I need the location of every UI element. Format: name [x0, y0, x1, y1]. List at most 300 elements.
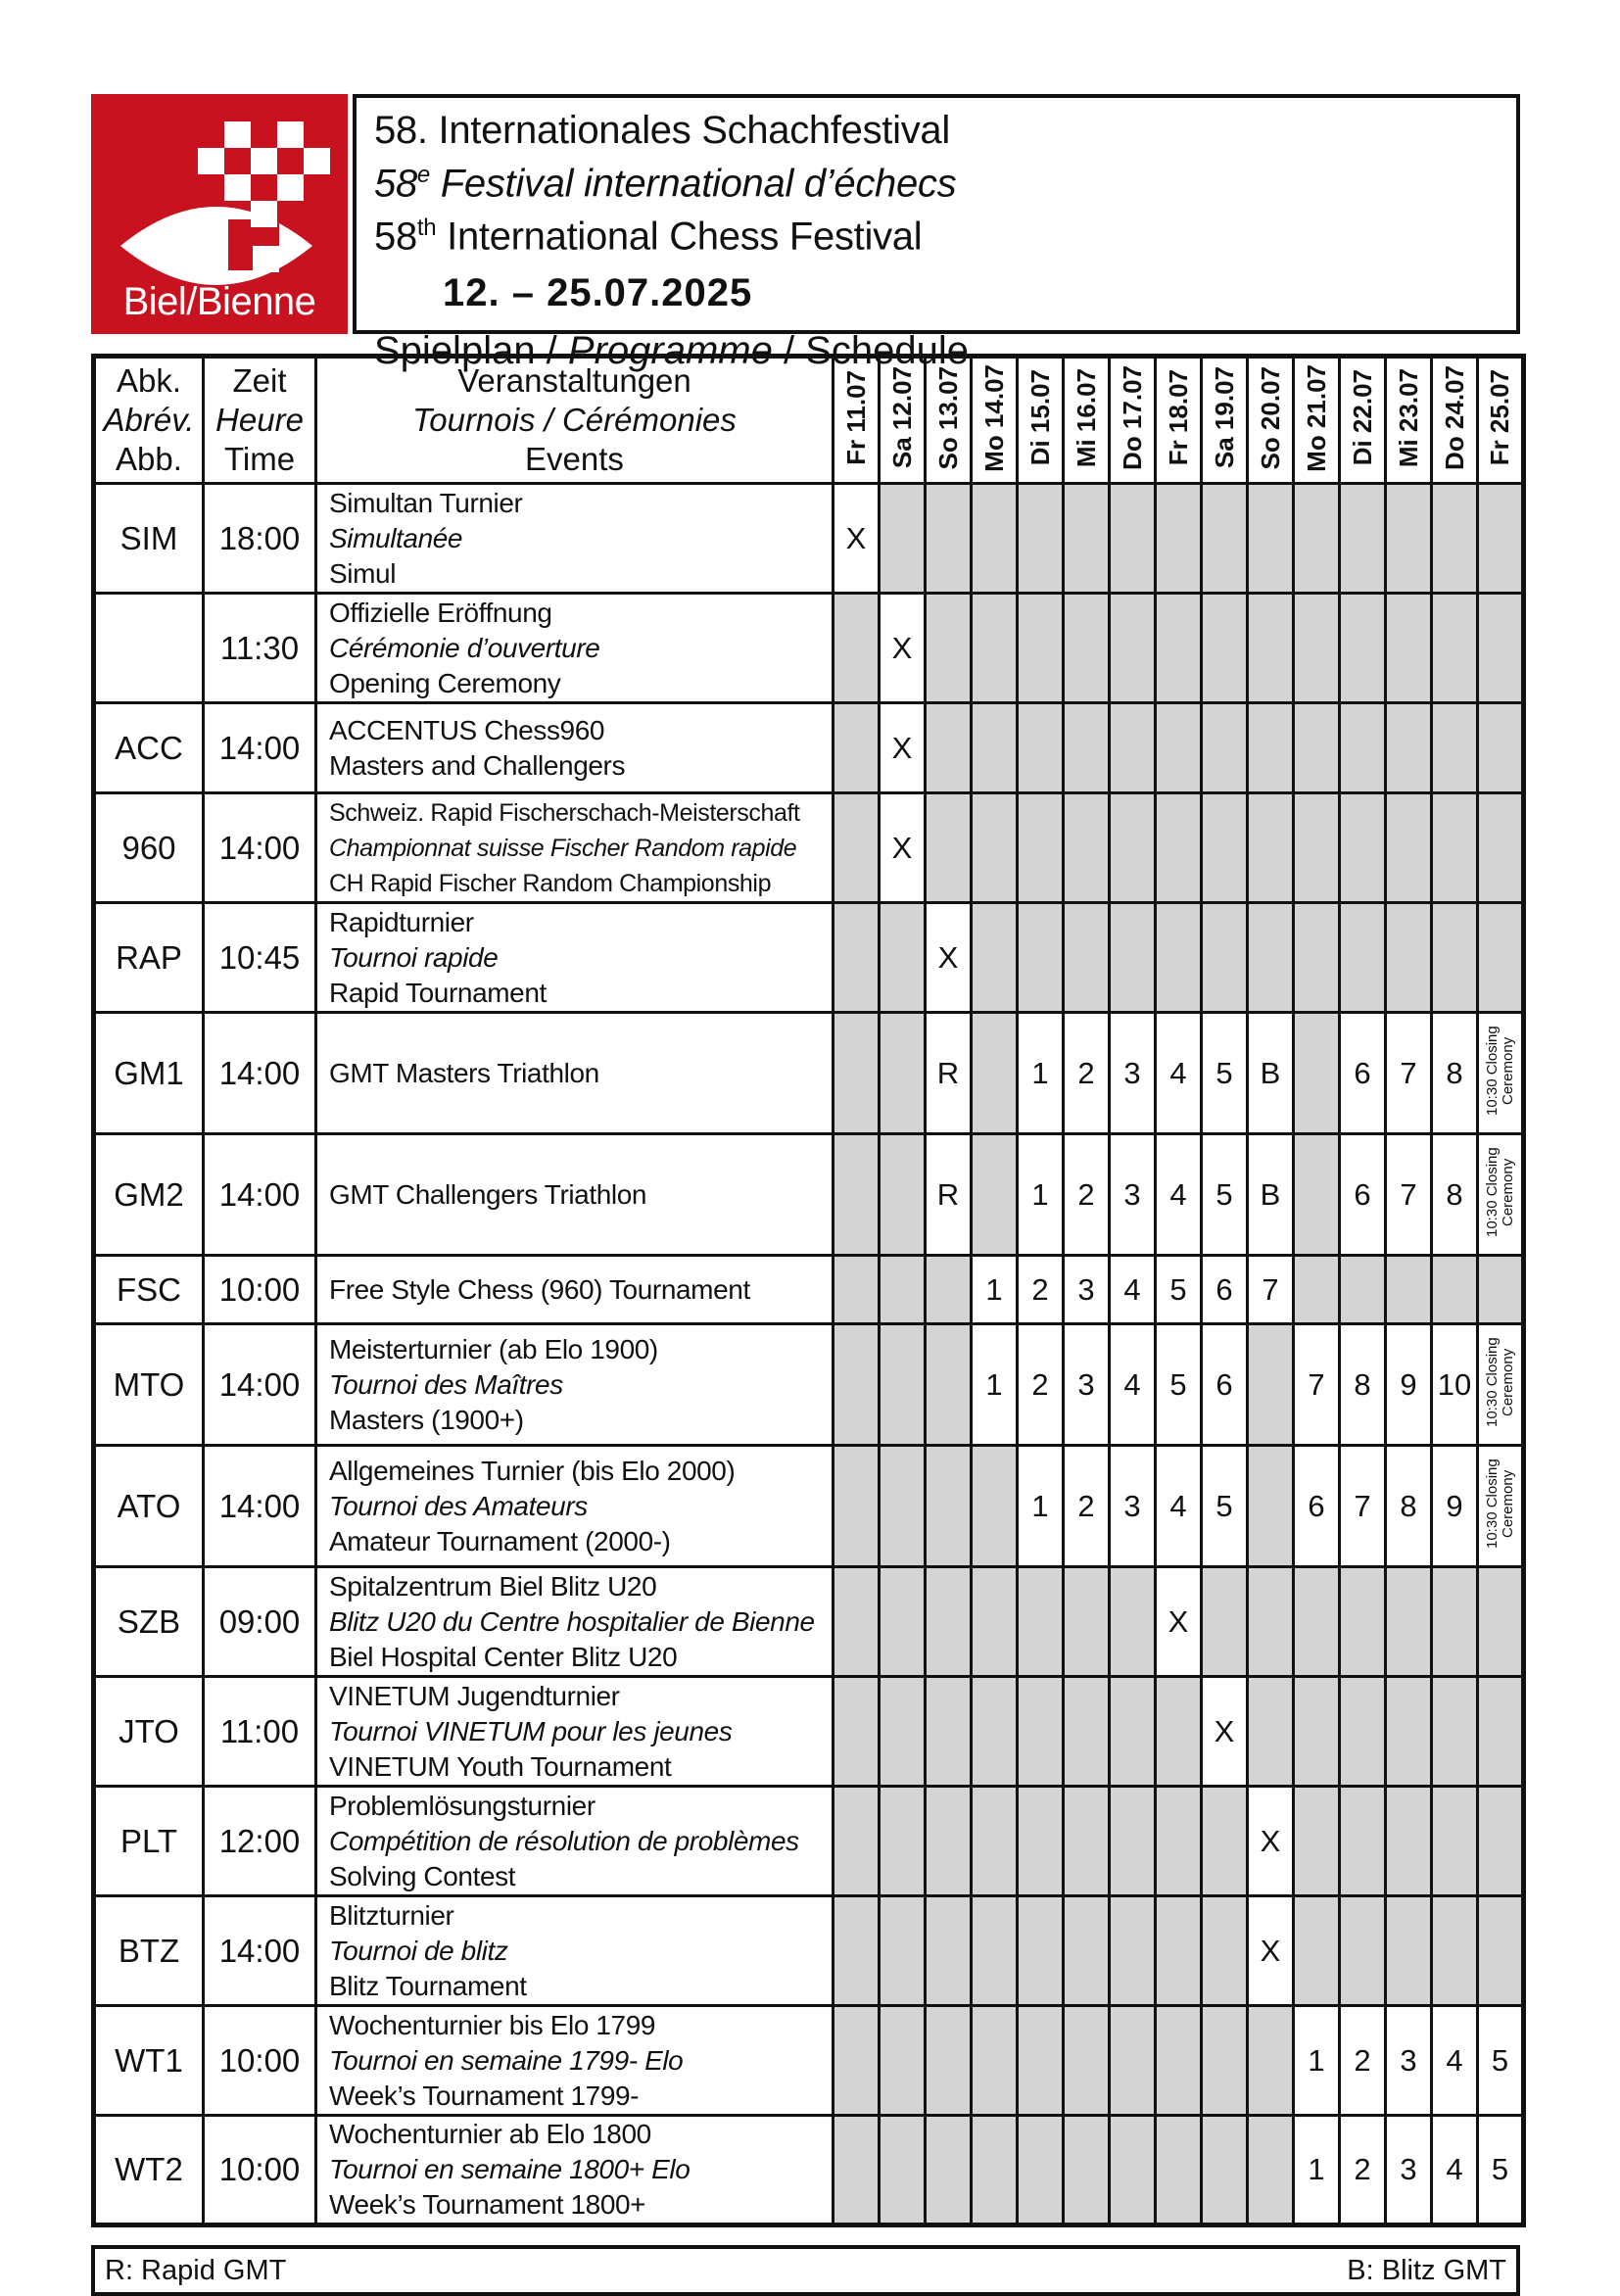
grid-mark: 5 [1169, 1366, 1187, 1402]
grid-cell [1018, 1256, 1064, 1324]
grid-cell-empty [880, 1013, 926, 1134]
event-line-de: Wochenturnier ab Elo 1800 [329, 2119, 651, 2149]
grid-cell-empty [1432, 793, 1478, 903]
grid-cell-empty [1294, 484, 1340, 594]
grid-cell-empty [972, 594, 1018, 703]
grid-cell-empty [1294, 1787, 1340, 1896]
grid-cell-empty [1478, 1567, 1524, 1677]
grid-mark: X [1214, 1713, 1235, 1748]
grid-cell-empty [1386, 903, 1432, 1013]
grid-mark: 8 [1400, 1488, 1417, 1523]
grid-cell [1110, 1324, 1156, 1446]
closing-ceremony-label: 10:30 Closing Ceremony [1483, 1147, 1516, 1237]
grid-mark: 7 [1308, 1366, 1325, 1402]
grid-cell-empty [1064, 1896, 1110, 2006]
time-cell: 14:00 [204, 1134, 316, 1256]
time-cell: 10:45 [204, 903, 316, 1013]
grid-mark: 3 [1077, 1366, 1095, 1402]
grid-cell-empty [1340, 1677, 1386, 1787]
grid-mark: 2 [1077, 1176, 1095, 1212]
date-column-header [834, 357, 880, 484]
grid-cell-empty [1018, 1896, 1064, 2006]
grid-cell [1110, 1134, 1156, 1256]
grid-cell-empty [972, 484, 1018, 594]
grid-cell [1386, 1013, 1432, 1134]
event-line-fr: Tournoi rapide [329, 941, 499, 973]
grid-cell-empty [834, 1677, 880, 1787]
grid-cell [1202, 1134, 1248, 1256]
grid-cell-empty [1156, 594, 1202, 703]
grid-cell [1202, 1446, 1248, 1567]
grid-cell-empty [1248, 2116, 1294, 2225]
grid-mark: 2 [1354, 2042, 1371, 2078]
event-line-en: Rapid Tournament [329, 977, 547, 1008]
grid-cell [1018, 1134, 1064, 1256]
event-line-en: Biel Hospital Center Blitz U20 [329, 1641, 678, 1672]
grid-cell [1340, 1324, 1386, 1446]
title-en [374, 206, 1516, 259]
grid-cell-empty [1156, 1787, 1202, 1896]
grid-cell-empty [1340, 594, 1386, 703]
grid-cell-empty [1478, 703, 1524, 793]
event-line-fr: Compétition de résolution de problèmes [329, 1825, 799, 1856]
grid-mark: 3 [1400, 2152, 1417, 2186]
grid-cell-empty [972, 703, 1018, 793]
grid-cell [1432, 2116, 1478, 2225]
date-column-header [1340, 357, 1386, 484]
grid-cell [1018, 1324, 1064, 1446]
grid-mark: X [937, 939, 959, 975]
table-row [94, 1567, 1524, 1677]
grid-cell-empty [972, 1787, 1018, 1896]
grid-cell-empty [834, 1446, 880, 1567]
time-cell: 14:00 [204, 703, 316, 793]
date-label: Mi 23.07 [1393, 367, 1423, 468]
date-label: Fr 11.07 [840, 370, 871, 465]
grid-cell [1156, 1256, 1202, 1324]
grid-cell-empty [1064, 2006, 1110, 2116]
grid-mark: 5 [1491, 2042, 1509, 2078]
grid-cell-empty [1110, 484, 1156, 594]
grid-cell-empty [1248, 1677, 1294, 1787]
grid-cell-empty [1110, 703, 1156, 793]
grid-cell-empty [1386, 1787, 1432, 1896]
grid-cell-empty [1018, 903, 1064, 1013]
event-line-de: GMT Masters Triathlon [329, 1057, 599, 1088]
grid-cell [1340, 1134, 1386, 1256]
title-box [353, 94, 1520, 372]
grid-mark: 4 [1169, 1055, 1187, 1090]
time-cell: 14:00 [204, 1896, 316, 2006]
grid-mark: X [1260, 1823, 1281, 1858]
event-line-de: VINETUM Jugendturnier [329, 1680, 620, 1711]
grid-cell-empty [972, 1677, 1018, 1787]
grid-cell-empty [926, 1567, 972, 1677]
grid-mark: 5 [1169, 1271, 1187, 1307]
event-line-fr: Tournoi des Amateurs [329, 1490, 588, 1521]
date-column-header [1018, 357, 1064, 484]
grid-cell-empty [880, 1324, 926, 1446]
grid-cell [1478, 2116, 1524, 2225]
grid-cell-empty [834, 703, 880, 793]
grid-cell [1478, 2006, 1524, 2116]
grid-cell-empty [1064, 484, 1110, 594]
event-cell [316, 1446, 834, 1567]
grid-cell [880, 703, 926, 793]
grid-cell-empty [1432, 1677, 1478, 1787]
grid-cell-empty [1340, 703, 1386, 793]
grid-cell-empty [926, 1677, 972, 1787]
grid-cell-empty [1386, 1567, 1432, 1677]
grid-cell-empty [1110, 594, 1156, 703]
grid-cell-empty [834, 1896, 880, 2006]
grid-cell-empty [834, 1567, 880, 1677]
closing-ceremony-cell [1478, 1013, 1524, 1134]
biel-bienne-logo [91, 94, 348, 334]
grid-cell-empty [1432, 703, 1478, 793]
time-cell: 12:00 [204, 1787, 316, 1896]
grid-cell-empty [1110, 1787, 1156, 1896]
grid-cell [1248, 1134, 1294, 1256]
grid-mark: 5 [1215, 1176, 1233, 1212]
date-column-header [1064, 357, 1110, 484]
grid-cell-empty [926, 1896, 972, 2006]
grid-cell-empty [1156, 1677, 1202, 1787]
grid-cell [1156, 1567, 1202, 1677]
grid-mark: 9 [1400, 1366, 1417, 1402]
grid-mark: 2 [1354, 2152, 1371, 2186]
grid-cell-empty [1386, 594, 1432, 703]
abbr-cell: SZB [94, 1567, 204, 1677]
grid-cell [1294, 2006, 1340, 2116]
grid-cell-empty [1248, 1446, 1294, 1567]
grid-mark: 1 [985, 1366, 1003, 1402]
time-cell: 18:00 [204, 484, 316, 594]
grid-cell-empty [926, 484, 972, 594]
abbr-cell: SIM [94, 484, 204, 594]
grid-mark: 1 [985, 1271, 1003, 1307]
event-line-fr: Tournoi des Maîtres [329, 1368, 563, 1400]
grid-cell [1340, 2116, 1386, 2225]
grid-cell-empty [834, 594, 880, 703]
grid-mark: 8 [1446, 1055, 1463, 1090]
grid-cell-empty [1478, 484, 1524, 594]
grid-cell-empty [1432, 1567, 1478, 1677]
abbr-cell: 960 [94, 793, 204, 903]
grid-cell [834, 484, 880, 594]
abbr-cell: JTO [94, 1677, 204, 1787]
grid-mark: 1 [1031, 1488, 1049, 1523]
grid-cell-empty [1248, 594, 1294, 703]
header-row [94, 357, 1524, 484]
table-row [94, 484, 1524, 594]
grid-mark: X [845, 520, 867, 555]
footer-legend [91, 2245, 1520, 2296]
grid-cell [880, 793, 926, 903]
event-line-fr: Tournoi en semaine 1800+ Elo [329, 2154, 691, 2184]
grid-cell-empty [1386, 1256, 1432, 1324]
closing-ceremony-label: 10:30 Closing Ceremony [1483, 1459, 1516, 1549]
grid-cell [1018, 1446, 1064, 1567]
abbr-cell [94, 594, 204, 703]
grid-cell [1432, 1446, 1478, 1567]
legend-rapid: R: Rapid GMT [105, 2254, 287, 2286]
grid-cell-empty [1478, 793, 1524, 903]
grid-cell-empty [880, 1256, 926, 1324]
grid-cell-empty [880, 1677, 926, 1787]
grid-cell [926, 1134, 972, 1256]
grid-mark: 3 [1400, 2042, 1417, 2078]
grid-mark: 7 [1400, 1055, 1417, 1090]
event-line-en: VINETUM Youth Tournament [329, 1750, 672, 1782]
grid-cell-empty [880, 1896, 926, 2006]
event-line-de: Allgemeines Turnier (bis Elo 2000) [329, 1455, 736, 1486]
grid-cell-empty [1018, 1787, 1064, 1896]
grid-cell-empty [1110, 903, 1156, 1013]
grid-cell-empty [880, 1567, 926, 1677]
event-line-de: Spitalzentrum Biel Blitz U20 [329, 1570, 657, 1602]
grid-cell-empty [1018, 594, 1064, 703]
closing-ceremony-cell [1478, 1134, 1524, 1256]
grid-cell [926, 903, 972, 1013]
grid-cell [1064, 1324, 1110, 1446]
festival-dates: 12. – 25.07.2025 [443, 270, 753, 314]
grid-mark: 4 [1446, 2152, 1463, 2186]
event-line-en: Opening Ceremony [329, 667, 561, 698]
grid-mark: 5 [1491, 2152, 1509, 2186]
date-label: Fr 18.07 [1163, 369, 1193, 466]
grid-mark: 10 [1437, 1366, 1472, 1402]
grid-cell [1340, 2006, 1386, 2116]
grid-cell [1386, 1446, 1432, 1567]
event-cell [316, 793, 834, 903]
grid-mark: B [1260, 1176, 1281, 1212]
date-label: Di 22.07 [1347, 369, 1377, 466]
grid-cell-empty [1018, 2006, 1064, 2116]
table-row [94, 2116, 1524, 2225]
event-cell [316, 2006, 834, 2116]
grid-cell-empty [1478, 1787, 1524, 1896]
date-column-header [1386, 357, 1432, 484]
grid-cell-empty [1478, 1256, 1524, 1324]
schedule-table [91, 354, 1526, 2227]
event-line-de: Offizielle Eröffnung [329, 597, 552, 628]
grid-mark: 1 [1308, 2042, 1325, 2078]
grid-cell [1340, 1013, 1386, 1134]
grid-cell-empty [926, 594, 972, 703]
grid-mark: 7 [1262, 1271, 1279, 1307]
grid-cell [1156, 1134, 1202, 1256]
grid-mark: 3 [1123, 1055, 1141, 1090]
grid-cell [1386, 1134, 1432, 1256]
grid-mark: R [936, 1055, 960, 1090]
time-cell: 11:30 [204, 594, 316, 703]
table-row [94, 1134, 1524, 1256]
grid-cell-empty [926, 1787, 972, 1896]
grid-cell-empty [1248, 793, 1294, 903]
time-header: Zeit Heure Time [204, 357, 316, 484]
grid-cell-empty [1248, 484, 1294, 594]
abbr-cell: ACC [94, 703, 204, 793]
date-column-header [1432, 357, 1478, 484]
grid-cell-empty [1294, 1896, 1340, 2006]
grid-mark: 5 [1215, 1488, 1233, 1523]
grid-cell-empty [972, 1567, 1018, 1677]
grid-mark: 1 [1031, 1176, 1049, 1212]
grid-cell-empty [1202, 594, 1248, 703]
grid-cell-empty [1432, 1896, 1478, 2006]
grid-cell-empty [834, 1013, 880, 1134]
grid-cell-empty [1202, 703, 1248, 793]
event-line-en: Blitz Tournament [329, 1970, 527, 2001]
grid-cell-empty [972, 903, 1018, 1013]
event-line-de: ACCENTUS Chess960 [329, 714, 605, 745]
grid-cell-empty [1110, 793, 1156, 903]
grid-cell-empty [1294, 703, 1340, 793]
event-cell [316, 1567, 834, 1677]
title-fr-num: 58 [374, 162, 417, 206]
closing-ceremony-label: 10:30 Closing Ceremony [1483, 1026, 1516, 1116]
grid-cell-empty [1018, 484, 1064, 594]
title-fr-rest: Festival international d’échecs [429, 162, 957, 206]
table-row [94, 703, 1524, 793]
grid-cell-empty [972, 1013, 1018, 1134]
grid-cell-empty [1432, 484, 1478, 594]
grid-cell-empty [834, 2006, 880, 2116]
date-column-header [1110, 357, 1156, 484]
grid-cell-empty [1202, 903, 1248, 1013]
grid-cell [1110, 1446, 1156, 1567]
grid-mark: 9 [1446, 1488, 1463, 1523]
grid-cell-empty [1340, 484, 1386, 594]
time-cell: 10:00 [204, 1256, 316, 1324]
abbr-cell: PLT [94, 1787, 204, 1896]
grid-cell-empty [1202, 793, 1248, 903]
grid-cell-empty [1110, 2006, 1156, 2116]
grid-cell-empty [972, 1896, 1018, 2006]
grid-cell-empty [880, 1134, 926, 1256]
grid-cell-empty [1202, 1567, 1248, 1677]
event-line-en: Simul [329, 557, 397, 589]
grid-mark: X [1167, 1603, 1189, 1639]
grid-cell-empty [972, 1134, 1018, 1256]
grid-cell-empty [1294, 793, 1340, 903]
grid-mark: 4 [1123, 1271, 1141, 1307]
abbr-cell: FSC [94, 1256, 204, 1324]
grid-cell [1202, 1013, 1248, 1134]
grid-cell-empty [926, 1324, 972, 1446]
grid-cell-empty [1018, 1677, 1064, 1787]
grid-mark: 6 [1215, 1366, 1233, 1402]
table-row [94, 1013, 1524, 1134]
grid-cell-empty [1156, 793, 1202, 903]
abbr-cell: BTZ [94, 1896, 204, 2006]
event-line-en: Solving Contest [329, 1860, 516, 1891]
grid-cell-empty [1340, 1567, 1386, 1677]
grid-cell-empty [1064, 2116, 1110, 2225]
title-en-rest: International Chess Festival [436, 215, 923, 259]
grid-cell-empty [1064, 1787, 1110, 1896]
grid-cell-empty [1064, 594, 1110, 703]
grid-cell-empty [1294, 1134, 1340, 1256]
time-cell: 14:00 [204, 793, 316, 903]
event-cell [316, 594, 834, 703]
title-en-num: 58 [374, 215, 417, 259]
grid-cell-empty [1432, 1256, 1478, 1324]
event-line-en: CH Rapid Fischer Random Championship [329, 869, 772, 897]
table-row [94, 1896, 1524, 2006]
event-line-de: Problemlösungsturnier [329, 1790, 596, 1821]
grid-cell-empty [926, 1256, 972, 1324]
grid-mark: 8 [1354, 1366, 1371, 1402]
grid-cell [1202, 1256, 1248, 1324]
grid-cell [1248, 1013, 1294, 1134]
grid-cell [1432, 1324, 1478, 1446]
table-row [94, 1256, 1524, 1324]
grid-cell [1432, 1134, 1478, 1256]
grid-cell-empty [1478, 903, 1524, 1013]
time-cell: 14:00 [204, 1013, 316, 1134]
event-cell [316, 1256, 834, 1324]
grid-mark: 2 [1031, 1271, 1049, 1307]
grid-mark: X [891, 630, 913, 665]
date-label: Mo 21.07 [1301, 363, 1331, 472]
grid-mark: 6 [1354, 1176, 1371, 1212]
grid-cell [1156, 1013, 1202, 1134]
grid-cell-empty [834, 793, 880, 903]
grid-cell [1156, 1324, 1202, 1446]
grid-mark: 3 [1123, 1488, 1141, 1523]
grid-cell-empty [1478, 594, 1524, 703]
grid-cell-empty [880, 1446, 926, 1567]
grid-cell-empty [1156, 903, 1202, 1013]
event-cell [316, 484, 834, 594]
grid-cell-empty [972, 1446, 1018, 1567]
grid-cell-empty [1386, 1896, 1432, 2006]
grid-cell [1064, 1446, 1110, 1567]
grid-mark: 5 [1215, 1055, 1233, 1090]
date-column-header [1202, 357, 1248, 484]
grid-cell [1110, 1013, 1156, 1134]
event-line-de: Schweiz. Rapid Fischerschach-Meisterschaft [329, 798, 800, 827]
grid-cell-empty [1018, 2116, 1064, 2225]
event-line-de: Blitzturnier [329, 1899, 454, 1931]
grid-cell-empty [1294, 1677, 1340, 1787]
date-column-header [1294, 357, 1340, 484]
grid-cell-empty [834, 1134, 880, 1256]
date-column-header [1248, 357, 1294, 484]
time-cell: 10:00 [204, 2116, 316, 2225]
event-cell [316, 903, 834, 1013]
grid-cell-empty [1110, 1567, 1156, 1677]
grid-cell-empty [1340, 903, 1386, 1013]
grid-cell-empty [1202, 2006, 1248, 2116]
event-cell [316, 1134, 834, 1256]
event-header: Veranstaltungen Tournois / Cérémonies Events [316, 357, 834, 484]
schedule-subtitle: Spielplan / Programme / Schedule [374, 328, 970, 372]
grid-cell-empty [1156, 2116, 1202, 2225]
grid-cell-empty [1202, 1787, 1248, 1896]
grid-mark: 2 [1077, 1055, 1095, 1090]
grid-cell [1294, 1324, 1340, 1446]
grid-cell-empty [834, 1256, 880, 1324]
abbr-header: Abk. Abrév. Abb. [94, 357, 204, 484]
date-label: Mi 16.07 [1071, 367, 1101, 468]
grid-cell [1432, 1013, 1478, 1134]
date-label: Do 17.07 [1117, 365, 1147, 470]
date-label: So 13.07 [932, 365, 963, 470]
grid-cell-empty [926, 703, 972, 793]
